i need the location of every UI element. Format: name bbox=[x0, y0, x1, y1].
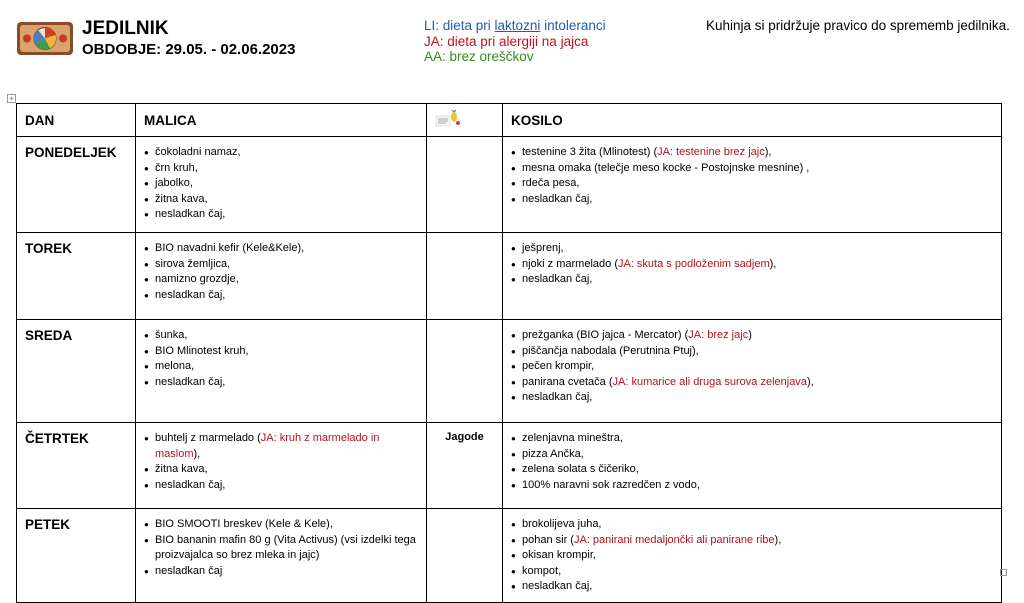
ja-alternative: JA: kruh z marmelado in maslom bbox=[155, 432, 380, 460]
ja-alternative: JA: testenine brez jajc bbox=[657, 146, 765, 158]
extra-cell bbox=[427, 320, 503, 423]
menu-item-text: žitna kava, bbox=[155, 463, 208, 475]
menu-item-text: nesladkan čaj, bbox=[155, 288, 226, 301]
menu-item-suffix: ), bbox=[806, 375, 814, 388]
menu-item-text: nesladkan čaj, bbox=[155, 375, 226, 388]
menu-item bbox=[144, 328, 422, 344]
col-extra-header bbox=[427, 104, 503, 137]
table-row bbox=[17, 320, 1002, 423]
menu-item bbox=[144, 431, 422, 462]
lunch-list bbox=[503, 137, 1001, 213]
menu-item bbox=[144, 192, 422, 208]
col-snack-header: MALICA bbox=[136, 104, 427, 137]
menu-item-suffix: ) bbox=[748, 329, 752, 341]
diet-legend bbox=[424, 18, 606, 65]
snack-list bbox=[136, 137, 426, 229]
legend-aa: AA: brez oreščkov bbox=[424, 49, 534, 64]
menu-item-text: pohan sir ( bbox=[522, 533, 574, 546]
day-cell: PONEDELJEK bbox=[17, 137, 136, 233]
day-cell: TOREK bbox=[17, 233, 136, 320]
menu-item bbox=[144, 564, 422, 580]
menu-item-text: pečen krompir, bbox=[522, 360, 595, 372]
table-row bbox=[17, 137, 1002, 233]
day-cell: ČETRTEK bbox=[17, 423, 136, 509]
menu-item bbox=[511, 272, 997, 288]
menu-item bbox=[511, 328, 997, 344]
menu-item-text: nesladkan čaj, bbox=[155, 478, 226, 491]
menu-item bbox=[511, 462, 997, 478]
menu-item bbox=[511, 344, 997, 360]
menu-item bbox=[511, 192, 997, 208]
menu-item-suffix: ), bbox=[769, 257, 777, 270]
menu-item bbox=[144, 375, 422, 391]
menu-table bbox=[16, 103, 1002, 603]
menu-item bbox=[511, 517, 997, 533]
menu-item-text: BIO navadni kefir (Kele&Kele), bbox=[155, 242, 305, 254]
menu-item-text: nesladkan čaj, bbox=[522, 391, 593, 403]
kitchen-notice: Kuhinja si pridržuje pravico do sprememb jedilnika. bbox=[706, 18, 1010, 33]
lunch-list bbox=[503, 233, 1001, 294]
menu-item-text: jabolko, bbox=[155, 177, 193, 189]
menu-item-text: pizza Ančka, bbox=[522, 447, 584, 460]
menu-item bbox=[511, 375, 997, 391]
menu-item bbox=[144, 145, 422, 161]
school-logo bbox=[17, 22, 73, 55]
menu-item bbox=[511, 241, 997, 257]
legend-li-prefix: LI: dieta pri bbox=[424, 18, 495, 33]
col-lunch-header: KOSILO bbox=[503, 104, 1002, 137]
menu-item bbox=[511, 359, 997, 375]
fruit-scheme-icon bbox=[435, 110, 461, 128]
table-row bbox=[17, 423, 1002, 509]
menu-item bbox=[511, 533, 997, 549]
menu-item-text: nesladkan čaj, bbox=[522, 580, 593, 592]
ja-alternative: JA: panirani medaljončki ali panirane ribe bbox=[573, 533, 775, 546]
legend-ja: JA: dieta pri alergiji na jajca bbox=[424, 33, 589, 49]
menu-item-text: prežganka (BIO jajca - Mercator) ( bbox=[522, 329, 689, 341]
legend-li-underlined: laktozni bbox=[494, 18, 541, 33]
menu-item-text: rdeča pesa, bbox=[522, 177, 580, 189]
menu-item bbox=[144, 517, 422, 533]
menu-item-text: namizno grozdje, bbox=[155, 273, 239, 285]
page-title: JEDILNIK bbox=[82, 18, 169, 39]
menu-item-text: BIO SMOOTI breskev (Kele & Kele), bbox=[155, 518, 333, 530]
snack-list bbox=[136, 320, 426, 396]
menu-item-text: nesladkan čaj, bbox=[522, 273, 593, 285]
menu-item bbox=[511, 161, 997, 177]
menu-item bbox=[511, 564, 997, 580]
table-move-handle[interactable]: + bbox=[7, 94, 16, 103]
menu-item-text: čokoladni namaz, bbox=[155, 146, 241, 158]
menu-item-suffix: ), bbox=[764, 146, 772, 158]
day-cell: SREDA bbox=[17, 320, 136, 423]
menu-item bbox=[144, 344, 422, 360]
menu-item bbox=[144, 478, 422, 494]
menu-item bbox=[144, 288, 422, 304]
menu-item-text: BIO Mlinotest kruh, bbox=[155, 344, 249, 357]
lunch-cell bbox=[503, 509, 1002, 603]
ja-alternative: JA: brez jajc bbox=[688, 329, 749, 341]
menu-item bbox=[144, 462, 422, 478]
extra-cell bbox=[427, 509, 503, 603]
menu-item-text: zelena solata s čičeriko, bbox=[522, 463, 639, 475]
ja-alternative: JA: skuta s podloženim sadjem bbox=[617, 257, 770, 270]
menu-item-text: črn kruh, bbox=[155, 161, 198, 174]
menu-item bbox=[144, 257, 422, 273]
title-block bbox=[82, 18, 295, 59]
menu-item-suffix: ), bbox=[774, 533, 782, 546]
menu-item-text: panirana cvetača ( bbox=[522, 375, 613, 388]
lunch-cell bbox=[503, 233, 1002, 320]
legend-li bbox=[424, 18, 606, 34]
table-row bbox=[17, 509, 1002, 603]
menu-item bbox=[511, 145, 997, 161]
menu-item-text: BIO bananin mafin 80 g (Vita Activus) (vsi izdelki tega proizvajalca so brez mleka in jajc) bbox=[155, 533, 416, 561]
menu-item bbox=[144, 359, 422, 375]
day-cell: PETEK bbox=[17, 509, 136, 603]
table-header-row bbox=[17, 104, 1002, 137]
snack-cell bbox=[136, 320, 427, 423]
snack-cell bbox=[136, 509, 427, 603]
menu-item-text: piščančja nabodala (Perutnina Ptuj), bbox=[522, 344, 699, 357]
lunch-list bbox=[503, 320, 1001, 412]
menu-item bbox=[144, 241, 422, 257]
menu-item bbox=[511, 447, 997, 463]
menu-item-text: brokolijeva juha, bbox=[522, 518, 602, 530]
menu-item bbox=[511, 579, 997, 595]
menu-item-text: nesladkan čaj, bbox=[155, 208, 226, 220]
lunch-cell bbox=[503, 137, 1002, 233]
snack-list bbox=[136, 423, 426, 499]
menu-item-text: zelenjavna mineštra, bbox=[522, 432, 623, 444]
menu-item-text: njoki z marmelado ( bbox=[522, 257, 618, 270]
snack-list bbox=[136, 509, 426, 585]
menu-item-text: šunka, bbox=[155, 329, 188, 341]
menu-item bbox=[511, 548, 997, 564]
snack-cell bbox=[136, 137, 427, 233]
lunch-cell bbox=[503, 320, 1002, 423]
lunch-list bbox=[503, 509, 1001, 601]
menu-item bbox=[511, 431, 997, 447]
snack-cell bbox=[136, 233, 427, 320]
menu-item bbox=[144, 176, 422, 192]
snack-list bbox=[136, 233, 426, 309]
menu-item-text: nesladkan čaj, bbox=[522, 192, 593, 205]
menu-item-suffix: ), bbox=[193, 447, 201, 460]
ja-alternative: JA: kumarice ali druga surova zelenjava bbox=[612, 375, 807, 388]
menu-item-text: 100% naravni sok razredčen z vodo, bbox=[522, 478, 700, 491]
menu-item-text: ješprenj, bbox=[522, 242, 564, 254]
col-day-header: DAN bbox=[17, 104, 136, 137]
snack-cell bbox=[136, 423, 427, 509]
menu-item-text: sirova žemljica, bbox=[155, 257, 231, 270]
legend-li-suffix: intoleranci bbox=[540, 18, 606, 33]
menu-item bbox=[144, 207, 422, 223]
table-row bbox=[17, 233, 1002, 320]
menu-item bbox=[144, 272, 422, 288]
menu-item bbox=[511, 478, 997, 494]
lunch-list bbox=[503, 423, 1001, 499]
menu-item-text: mesna omaka (telečje meso kocke - Postojnske mesnine) , bbox=[522, 161, 810, 174]
menu-item bbox=[144, 161, 422, 177]
table-resize-handle[interactable] bbox=[1000, 569, 1007, 576]
menu-item bbox=[144, 533, 422, 564]
menu-item-text: buhtelj z marmelado ( bbox=[155, 432, 261, 444]
menu-item bbox=[511, 390, 997, 406]
menu-item-text: nesladkan čaj bbox=[155, 564, 223, 577]
menu-item-text: testenine 3 žita (Mlinotest) ( bbox=[522, 146, 658, 158]
menu-item-text: kompot, bbox=[522, 564, 562, 577]
menu-item-text: melona, bbox=[155, 360, 195, 372]
extra-cell bbox=[427, 233, 503, 320]
extra-cell: Jagode bbox=[427, 423, 503, 509]
menu-item-text: žitna kava, bbox=[155, 192, 208, 205]
extra-cell bbox=[427, 137, 503, 233]
lunch-cell bbox=[503, 423, 1002, 509]
menu-period: OBDOBJE: 29.05. - 02.06.2023 bbox=[82, 41, 296, 58]
menu-item bbox=[511, 176, 997, 192]
menu-item bbox=[511, 257, 997, 273]
menu-item-text: okisan krompir, bbox=[522, 549, 596, 561]
